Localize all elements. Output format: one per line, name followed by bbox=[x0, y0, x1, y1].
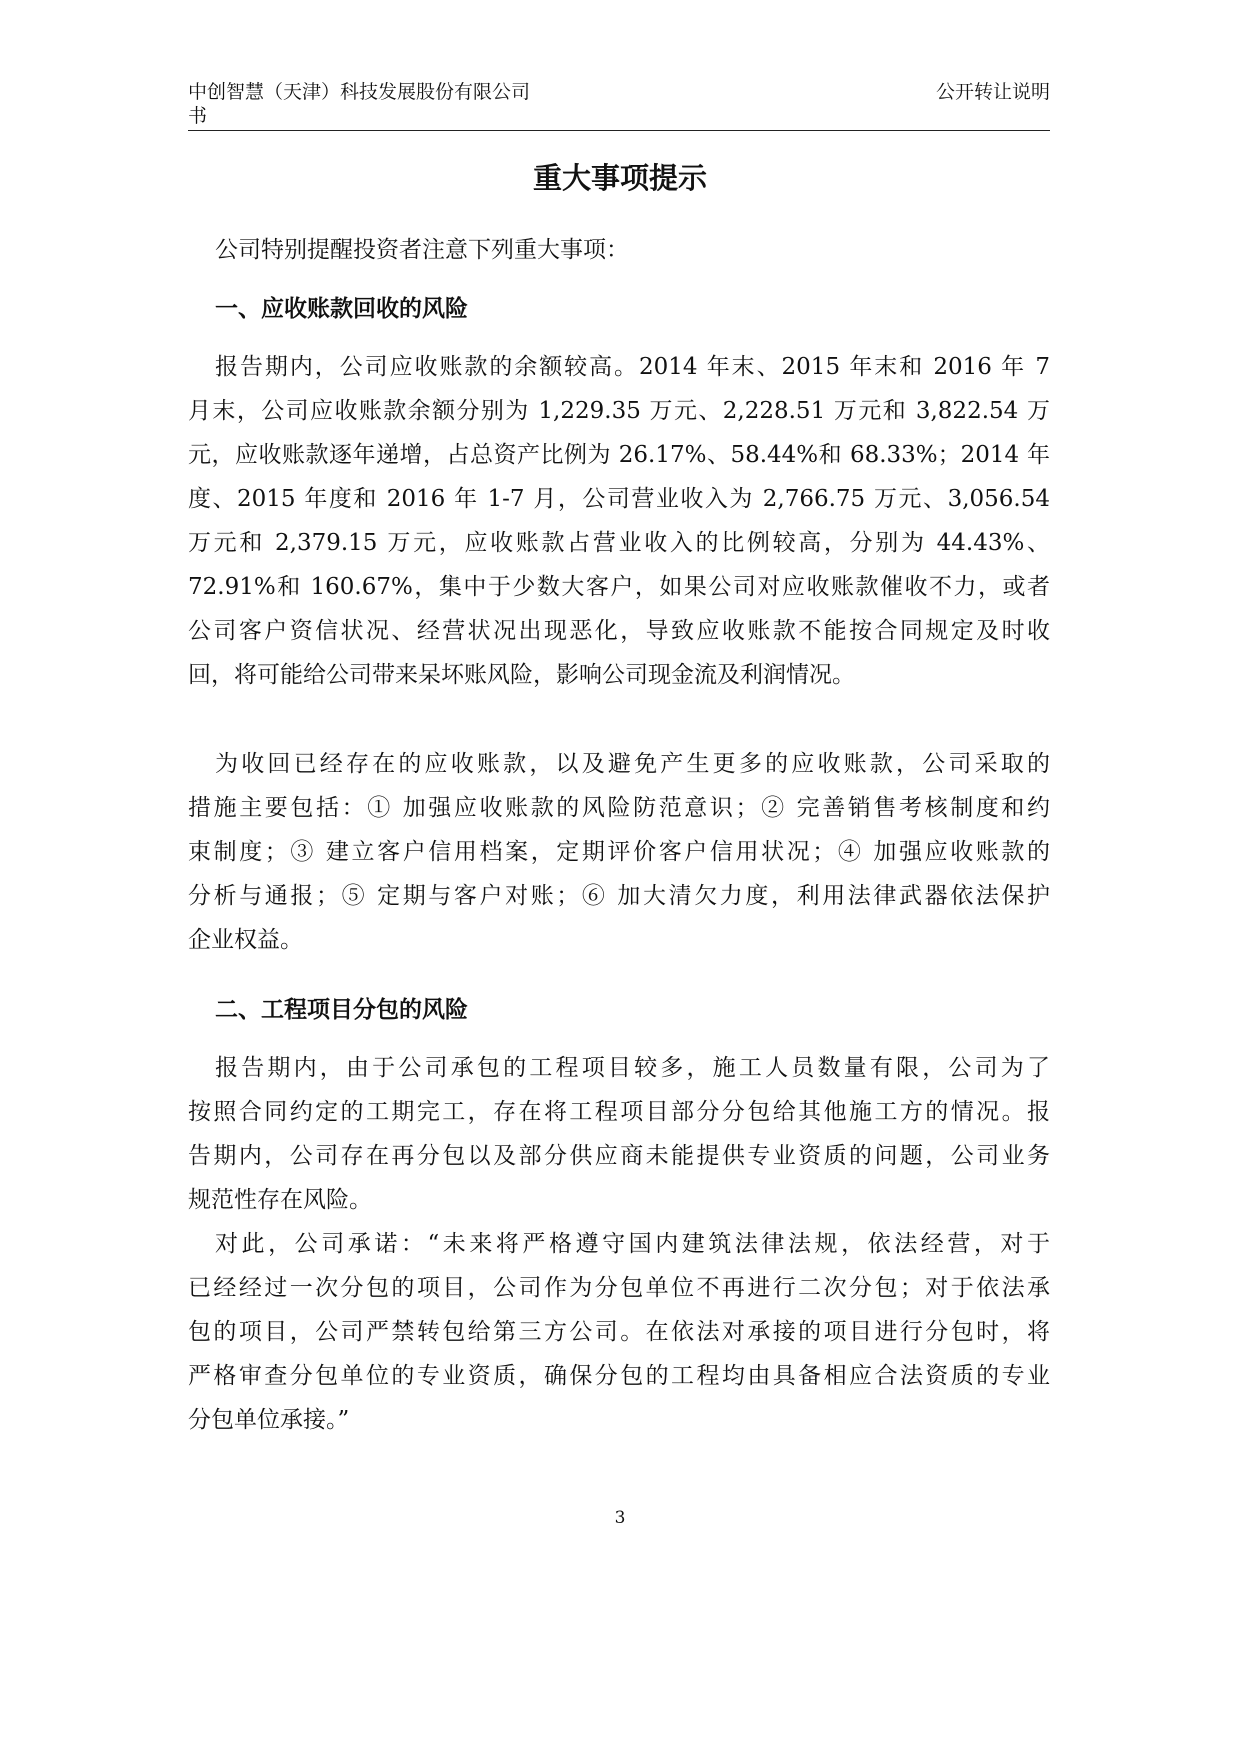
section-heading bbox=[188, 287, 1050, 331]
header-divider bbox=[188, 130, 1050, 131]
section2-heading: 二、工程项目分包的风险 bbox=[215, 996, 468, 1023]
paragraph-line: 月末，公司应收账款余额分别为 1,229.35 万元、2,228.51 万元和 3,822.54 万 bbox=[188, 398, 1050, 424]
paragraph-line: 公司客户资信状况、经营状况出现恶化，导致应收账款不能按合同规定及时收 bbox=[188, 618, 1050, 644]
section-heading bbox=[188, 988, 1050, 1032]
intro-line: 公司特别提醒投资者注意下列重大事项： bbox=[215, 237, 629, 263]
paragraph bbox=[188, 742, 1050, 962]
page-number: 3 bbox=[614, 1508, 626, 1528]
paragraph-line: 72.91%和 160.67%，集中于少数大客户，如果公司对应收账款催收不力，或者 bbox=[188, 574, 1050, 600]
paragraph-line: 告期内，公司存在再分包以及部分供应商未能提供专业资质的问题，公司业务 bbox=[188, 1143, 1050, 1169]
paragraph-line: 对此，公司承诺：“未来将严格遵守国内建筑法律法规，依法经营，对于 bbox=[215, 1231, 1050, 1257]
page-title: 重大事项提示 bbox=[532, 161, 707, 195]
paragraph-line: 元，应收账款逐年递增，占总资产比例为 26.17%、58.44%和 68.33%；2014 年 bbox=[188, 442, 1050, 468]
paragraph-line: 包的项目，公司严禁转包给第三方公司。在依法对承接的项目进行分包时，将 bbox=[188, 1319, 1050, 1345]
paragraph-line: 分包单位承接。” bbox=[188, 1407, 350, 1433]
paragraph-line: 报告期内，公司应收账款的余额较高。2014 年末、2015 年末和 2016 年 7 bbox=[215, 354, 1050, 380]
header-company-name: 中创智慧（天津）科技发展股份有限公司 bbox=[188, 81, 531, 103]
section1-heading: 一、应收账款回收的风险 bbox=[215, 295, 468, 322]
paragraph-line: 按照合同约定的工期完工，存在将工程项目部分分包给其他施工方的情况。报 bbox=[188, 1099, 1050, 1125]
paragraph bbox=[188, 1222, 1050, 1442]
paragraph bbox=[188, 1046, 1050, 1222]
paragraph-line: 规范性存在风险。 bbox=[188, 1187, 372, 1213]
intro-paragraph bbox=[188, 228, 1050, 272]
header-doc-type: 公开转让说明 bbox=[935, 81, 1050, 103]
paragraph-line: 束制度；③ 建立客户信用档案，定期评价客户信用状况；④ 加强应收账款的 bbox=[188, 839, 1050, 865]
paragraph-line: 措施主要包括：① 加强应收账款的风险防范意识；② 完善销售考核制度和约 bbox=[188, 795, 1050, 821]
paragraph-line: 严格审查分包单位的专业资质，确保分包的工程均由具备相应合法资质的专业 bbox=[188, 1363, 1050, 1389]
paragraph-line: 企业权益。 bbox=[188, 927, 303, 953]
header-company-name-wrap: 书 bbox=[188, 105, 208, 127]
paragraph bbox=[188, 345, 1050, 697]
paragraph-line: 为收回已经存在的应收账款，以及避免产生更多的应收账款，公司采取的 bbox=[215, 751, 1050, 777]
paragraph-line: 度、2015 年度和 2016 年 1-7 月，公司营业收入为 2,766.75 万元、3,056.54 bbox=[188, 486, 1050, 512]
paragraph-line: 报告期内，由于公司承包的工程项目较多，施工人员数量有限，公司为了 bbox=[215, 1055, 1050, 1081]
paragraph-line: 分析与通报；⑤ 定期与客户对账；⑥ 加大清欠力度，利用法律武器依法保护 bbox=[188, 883, 1050, 909]
paragraph-line: 回，将可能给公司带来呆坏账风险，影响公司现金流及利润情况。 bbox=[188, 662, 855, 688]
paragraph-line: 万元和 2,379.15 万元，应收账款占营业收入的比例较高，分别为 44.43%、 bbox=[188, 530, 1050, 556]
paragraph-line: 已经经过一次分包的项目，公司作为分包单位不再进行二次分包；对于依法承 bbox=[188, 1275, 1050, 1301]
